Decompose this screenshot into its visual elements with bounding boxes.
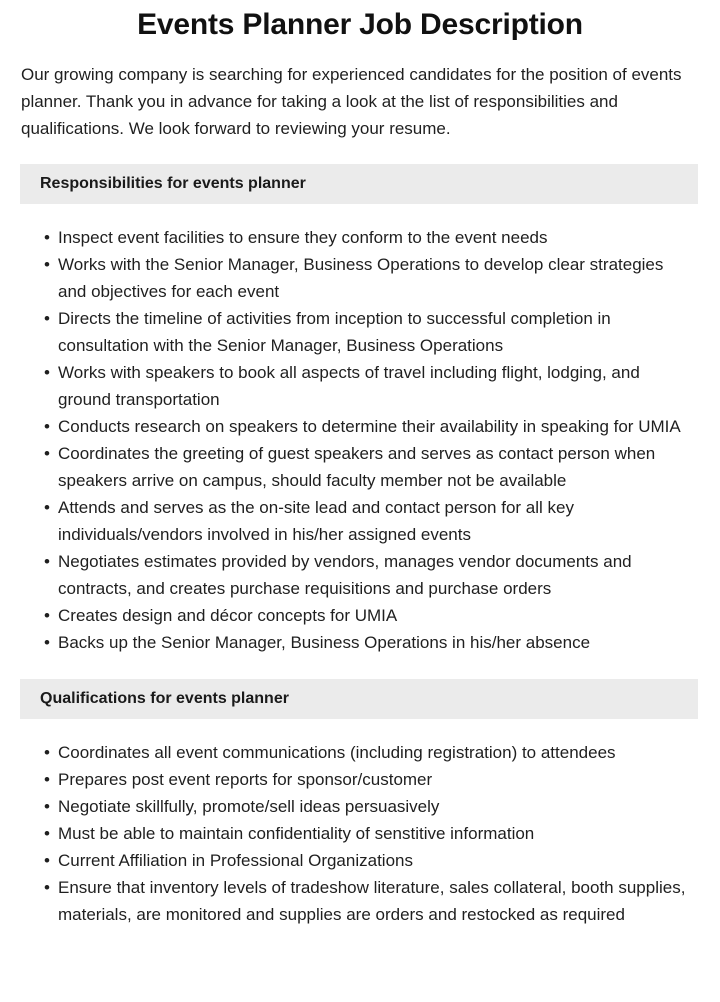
section-heading-label: Responsibilities for events planner [40,175,306,192]
list-item [0,847,720,874]
bullet-icon [44,413,49,440]
list-item [0,440,720,494]
list-item-text: Works with the Senior Manager, Business Operations to develop clear strategies and objectives for each event [58,255,664,301]
list-item-text: Conducts research on speakers to determine their availability in speaking for UMIA [58,417,681,436]
list-item [0,224,720,251]
list-item [0,359,720,413]
list-item-text: Ensure that inventory levels of tradeshow literature, sales collateral, booth supplies, materials, are monitored and supplies are orders and restocked as required [58,878,686,924]
bullet-icon [44,494,49,521]
list-item-text: Current Affiliation in Professional Organizations [58,851,413,870]
list-item-text: Coordinates all event communications (including registration) to attendees [58,743,616,762]
list-item-text: Directs the timeline of activities from inception to successful completion in consultation with the Senior Manager, Business Operations [58,309,611,355]
list-item [0,739,720,766]
page-title: Events Planner Job Description [137,8,583,41]
bullet-icon [44,766,49,793]
list-item-text: Coordinates the greeting of guest speakers and serves as contact person when speakers arrive on campus, should faculty member not be available [58,444,656,490]
bullet-icon [44,739,49,766]
section-header-qualifications [20,679,698,719]
bullet-icon [44,602,49,629]
list-item [0,793,720,820]
bullet-icon [44,874,49,901]
list-item [0,820,720,847]
list-item-text: Prepares post event reports for sponsor/customer [58,770,433,789]
bullet-icon [44,305,49,332]
bullet-icon [44,251,49,278]
list-item-text: Negotiates estimates provided by vendors, manages vendor documents and contracts, and creates purchase requisitions and purchase orders [58,552,632,598]
list-item-text: Attends and serves as the on-site lead and contact person for all key individuals/vendors involved in his/her assigned events [58,498,574,544]
list-item [0,494,720,548]
bullet-icon [44,847,49,874]
bullet-icon [44,629,49,656]
qualifications-list [0,719,720,928]
list-item-text: Works with speakers to book all aspects of travel including flight, lodging, and ground transportation [58,363,640,409]
bullet-icon [44,793,49,820]
bullet-icon [44,820,49,847]
list-item [0,602,720,629]
list-item-text: Creates design and décor concepts for UMIA [58,606,398,625]
bullet-icon [44,440,49,467]
list-item [0,874,720,928]
list-item [0,629,720,656]
list-item [0,548,720,602]
list-item-text: Backs up the Senior Manager, Business Operations in his/her absence [58,633,591,652]
list-item-text: Negotiate skillfully, promote/sell ideas persuasively [58,797,440,816]
list-item [0,413,720,440]
section-header-responsibilities [20,164,698,204]
bullet-icon [44,359,49,386]
bullet-icon [44,224,49,251]
list-item [0,305,720,359]
list-item-text: Must be able to maintain confidentiality of senstitive information [58,824,535,843]
intro-paragraph: Our growing company is searching for experienced candidates for the position of events planner. Thank you in advance for taking a look at the list of responsibilities and qualifications. We look forward to reviewing your resume. [21,65,682,138]
list-item [0,251,720,305]
list-item-text: Inspect event facilities to ensure they conform to the event needs [58,228,548,247]
section-heading-label: Qualifications for events planner [40,690,289,707]
bullet-icon [44,548,49,575]
list-item [0,766,720,793]
responsibilities-list [0,204,720,656]
